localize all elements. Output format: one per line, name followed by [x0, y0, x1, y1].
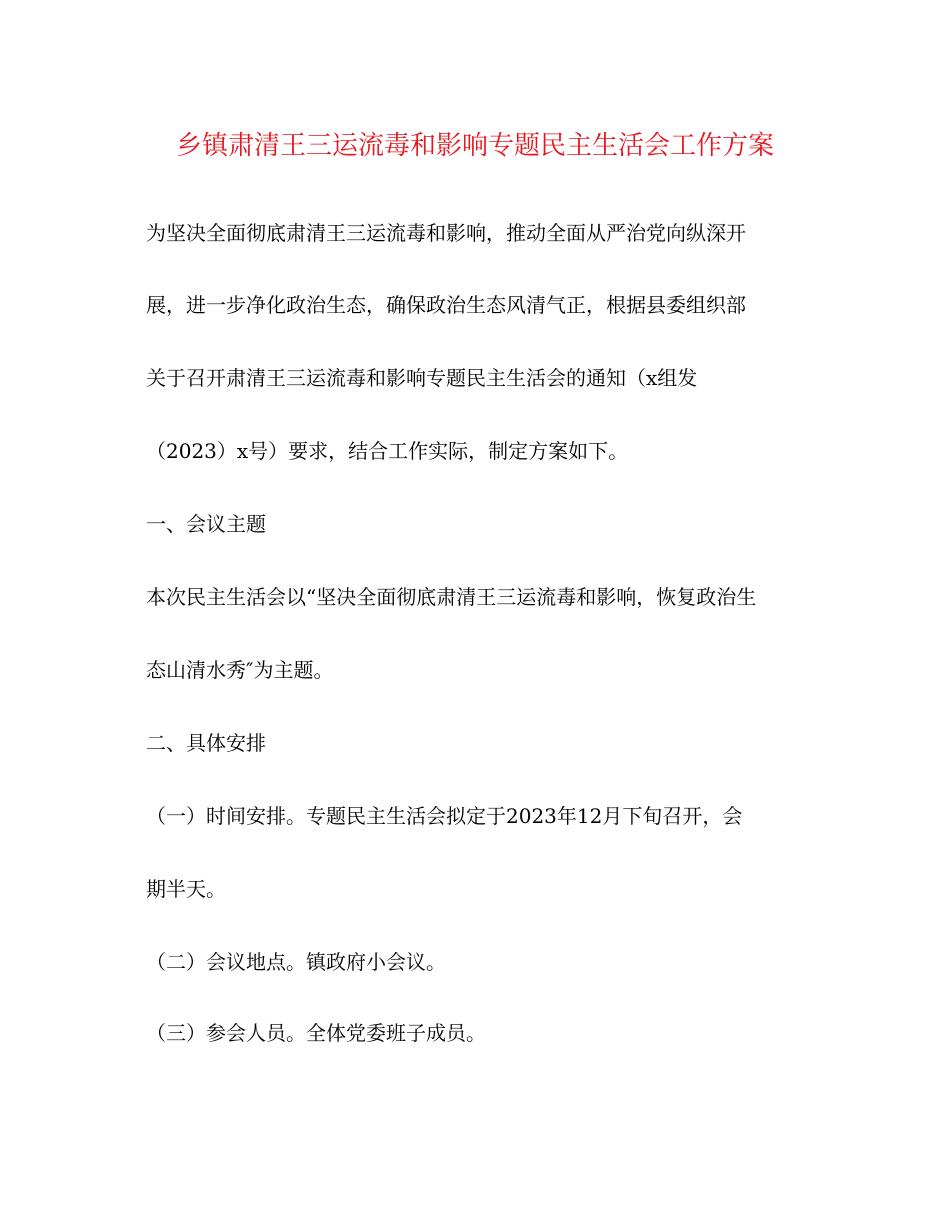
section-heading-arrangement: 二、具体安排 — [146, 731, 266, 755]
time-arrangement-line-1: （一）时间安排。专题民主生活会拟定于2023年12月下旬召开，会 — [146, 804, 743, 828]
time-arrangement-line-2: 期半天。 — [146, 877, 226, 901]
theme-paragraph-line-2: 态山清水秀″为主题。 — [146, 658, 334, 682]
intro-paragraph-line-2: 展，进一步净化政治生态，确保政治生态风清气正，根据县委组织部 — [146, 293, 746, 317]
intro-paragraph-line-3: 关于召开肃清王三运流毒和影响专题民主生活会的通知（x组发 — [146, 366, 698, 390]
meeting-location-line: （二）会议地点。镇政府小会议。 — [146, 950, 446, 974]
intro-paragraph-line-1: 为坚决全面彻底肃清王三运流毒和影响，推动全面从严治党向纵深开 — [146, 221, 746, 245]
attendees-line: （三）参会人员。全体党委班子成员。 — [146, 1021, 486, 1045]
intro-paragraph-line-4: （2023）x号）要求，结合工作实际，制定方案如下。 — [146, 439, 629, 463]
theme-paragraph-line-1: 本次民主生活会以“坚决全面彻底肃清王三运流毒和影响，恢复政治生 — [146, 585, 757, 609]
document-title: 乡镇肃清王三运流毒和影响专题民主生活会工作方案 — [175, 131, 774, 161]
section-heading-theme: 一、会议主题 — [146, 512, 266, 536]
